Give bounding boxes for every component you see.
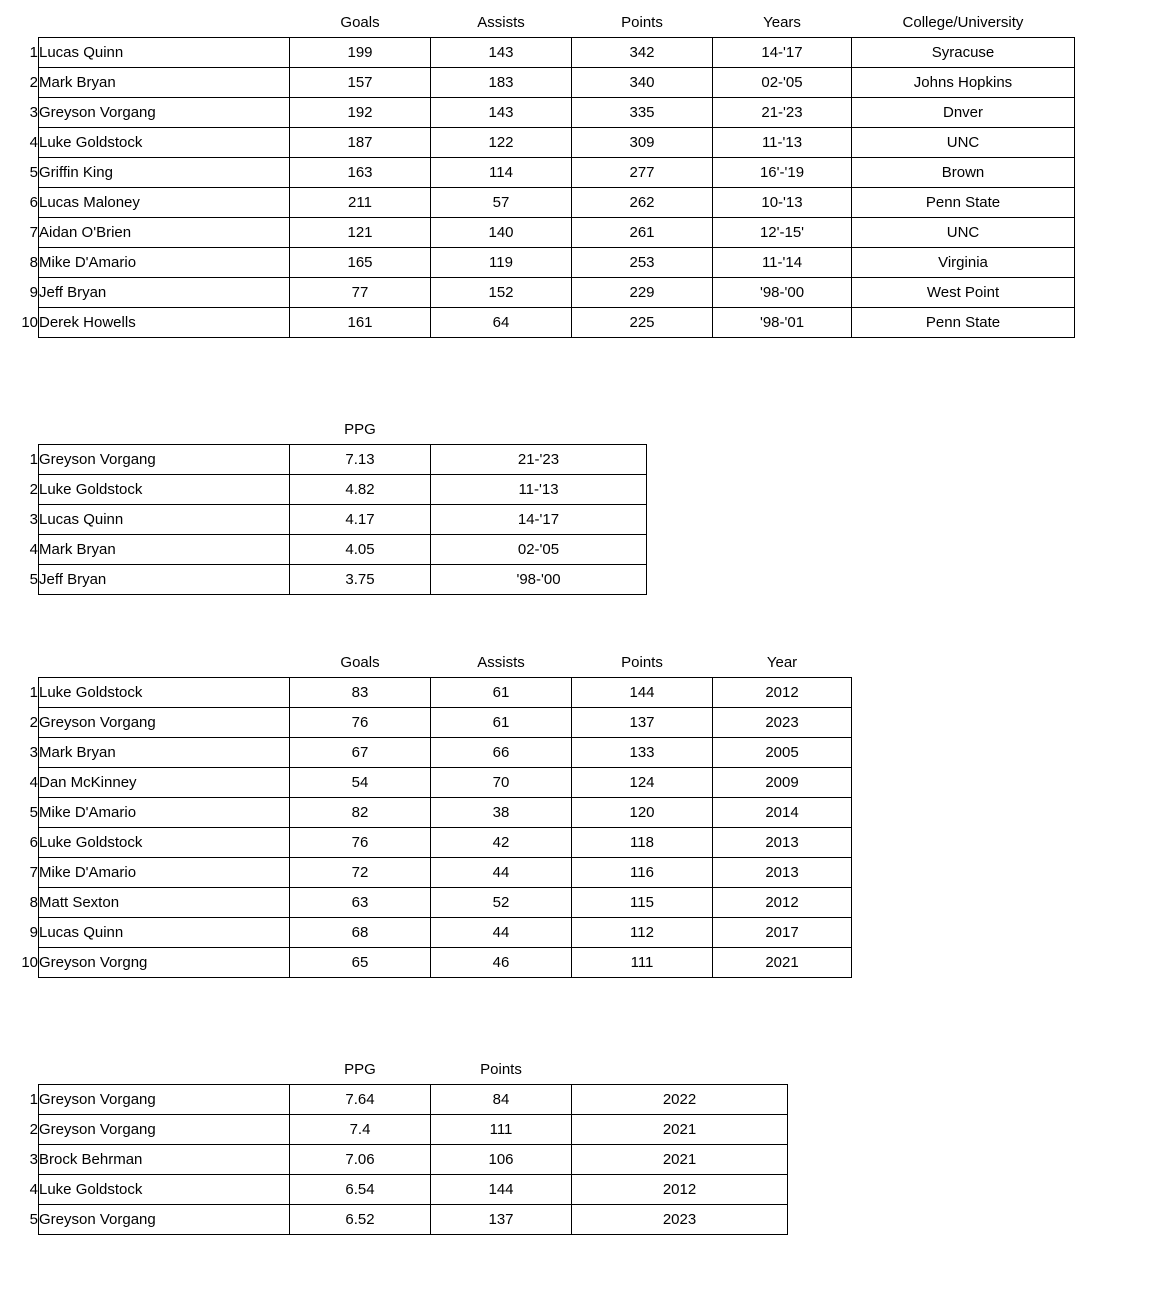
header-year: Year <box>766 654 798 671</box>
row-rank: 4 <box>29 774 38 791</box>
cell-player: Mark Bryan <box>39 535 290 565</box>
cell-years: 16'-'19 <box>713 158 852 188</box>
table-row <box>8 738 852 768</box>
cell-assists: 119 <box>431 248 572 278</box>
cell-points: 84 <box>431 1085 572 1115</box>
career-points-table <box>8 8 1075 338</box>
cell-year: 2021 <box>713 948 852 978</box>
cell-year: 2021 <box>572 1145 788 1175</box>
cell-assists: 44 <box>431 858 572 888</box>
cell-ppg: 4.17 <box>290 505 431 535</box>
cell-assists: 61 <box>431 708 572 738</box>
table-header-row <box>8 8 1075 38</box>
cell-player: Luke Goldstock <box>39 475 290 505</box>
cell-player: Lucas Quinn <box>39 918 290 948</box>
cell-goals: 77 <box>290 278 431 308</box>
cell-years: 21-'23 <box>713 98 852 128</box>
cell-player: Greyson Vorgng <box>39 948 290 978</box>
table-row <box>8 158 1075 188</box>
cell-assists: 114 <box>431 158 572 188</box>
cell-points: 133 <box>572 738 713 768</box>
cell-ppg: 7.4 <box>290 1115 431 1145</box>
row-rank: 7 <box>29 864 38 881</box>
cell-points: 111 <box>431 1115 572 1145</box>
table-row <box>8 565 647 595</box>
cell-player: Lucas Quinn <box>39 38 290 68</box>
career-points-table-block <box>8 8 1075 338</box>
season-points-table-block <box>8 648 852 978</box>
row-rank: 3 <box>29 1151 38 1168</box>
cell-points: 309 <box>572 128 713 158</box>
season-ppg-table-block <box>8 1055 788 1235</box>
cell-points: 144 <box>431 1175 572 1205</box>
cell-goals: 83 <box>290 678 431 708</box>
cell-points: 229 <box>572 278 713 308</box>
cell-player: Mark Bryan <box>39 738 290 768</box>
cell-year: 2022 <box>572 1085 788 1115</box>
cell-player: Greyson Vorgang <box>39 98 290 128</box>
table-row <box>8 708 852 738</box>
row-rank: 9 <box>29 924 38 941</box>
cell-ppg: 6.54 <box>290 1175 431 1205</box>
cell-player: Mike D'Amario <box>39 858 290 888</box>
header-rank <box>8 415 39 445</box>
cell-player: Luke Goldstock <box>39 828 290 858</box>
row-rank: 1 <box>29 44 38 61</box>
cell-goals: 161 <box>290 308 431 338</box>
cell-player: Lucas Quinn <box>39 505 290 535</box>
cell-points: 144 <box>572 678 713 708</box>
table-row <box>8 475 647 505</box>
row-rank: 3 <box>29 744 38 761</box>
cell-assists: 66 <box>431 738 572 768</box>
row-rank: 8 <box>29 894 38 911</box>
cell-player: Greyson Vorgang <box>39 445 290 475</box>
cell-points: 253 <box>572 248 713 278</box>
cell-year: 2021 <box>572 1115 788 1145</box>
cell-goals: 68 <box>290 918 431 948</box>
cell-years: 11-'13 <box>431 475 647 505</box>
header-assists: Assists <box>477 14 525 31</box>
row-rank: 6 <box>29 834 38 851</box>
cell-year: 2005 <box>713 738 852 768</box>
cell-year: 2012 <box>713 888 852 918</box>
row-rank: 8 <box>29 254 38 271</box>
row-rank: 2 <box>29 74 38 91</box>
cell-college: Virginia <box>852 248 1075 278</box>
cell-points: 124 <box>572 768 713 798</box>
table-row <box>8 1205 788 1235</box>
cell-goals: 67 <box>290 738 431 768</box>
cell-years: 11-'14 <box>713 248 852 278</box>
table-row <box>8 918 852 948</box>
header-player <box>39 8 290 38</box>
row-rank: 1 <box>29 1091 38 1108</box>
cell-assists: 64 <box>431 308 572 338</box>
row-rank: 4 <box>29 541 38 558</box>
cell-player: Brock Behrman <box>39 1145 290 1175</box>
cell-assists: 44 <box>431 918 572 948</box>
cell-player: Mark Bryan <box>39 68 290 98</box>
row-rank: 10 <box>21 954 38 971</box>
cell-assists: 183 <box>431 68 572 98</box>
cell-goals: 76 <box>290 708 431 738</box>
cell-college: Dnver <box>852 98 1075 128</box>
row-rank: 10 <box>21 314 38 331</box>
cell-years: '98-'00 <box>713 278 852 308</box>
cell-points: 225 <box>572 308 713 338</box>
table-header-row <box>8 415 647 445</box>
cell-goals: 72 <box>290 858 431 888</box>
header-years: Years <box>763 14 801 31</box>
cell-year: 2014 <box>713 798 852 828</box>
table-row <box>8 828 852 858</box>
cell-player: Luke Goldstock <box>39 678 290 708</box>
cell-points: 342 <box>572 38 713 68</box>
cell-years: '98-'01 <box>713 308 852 338</box>
cell-years: 10-'13 <box>713 188 852 218</box>
cell-years: 02-'05 <box>431 535 647 565</box>
cell-year: 2012 <box>713 678 852 708</box>
career-ppg-table-block <box>8 415 647 595</box>
cell-points: 106 <box>431 1145 572 1175</box>
table-row <box>8 38 1075 68</box>
row-rank: 2 <box>29 714 38 731</box>
cell-player: Lucas Maloney <box>39 188 290 218</box>
table-row <box>8 1145 788 1175</box>
cell-years: 14-'17 <box>431 505 647 535</box>
cell-assists: 152 <box>431 278 572 308</box>
row-rank: 9 <box>29 284 38 301</box>
cell-player: Greyson Vorgang <box>39 708 290 738</box>
cell-assists: 57 <box>431 188 572 218</box>
table-row <box>8 768 852 798</box>
row-rank: 2 <box>29 1121 38 1138</box>
table-header-row <box>8 1055 788 1085</box>
cell-points: 137 <box>572 708 713 738</box>
table-row <box>8 505 647 535</box>
row-rank: 5 <box>29 571 38 588</box>
header-goals: Goals <box>340 14 380 31</box>
table-row <box>8 678 852 708</box>
cell-player: Jeff Bryan <box>39 278 290 308</box>
header-player <box>39 1055 290 1085</box>
cell-college: Johns Hopkins <box>852 68 1075 98</box>
cell-player: Derek Howells <box>39 308 290 338</box>
cell-college: West Point <box>852 278 1075 308</box>
season-points-table <box>8 648 852 978</box>
cell-points: 111 <box>572 948 713 978</box>
header-ppg: PPG <box>344 421 376 438</box>
cell-year: 2023 <box>572 1205 788 1235</box>
cell-year: 2017 <box>713 918 852 948</box>
cell-assists: 38 <box>431 798 572 828</box>
season-ppg-table <box>8 1055 788 1235</box>
cell-ppg: 7.13 <box>290 445 431 475</box>
cell-player: Griffin King <box>39 158 290 188</box>
cell-points: 112 <box>572 918 713 948</box>
cell-goals: 65 <box>290 948 431 978</box>
cell-goals: 157 <box>290 68 431 98</box>
row-rank: 6 <box>29 194 38 211</box>
cell-years: 14-'17 <box>713 38 852 68</box>
row-rank: 3 <box>29 104 38 121</box>
cell-college: UNC <box>852 128 1075 158</box>
table-row <box>8 1115 788 1145</box>
cell-years: '98-'00 <box>431 565 647 595</box>
cell-years: 12'-15' <box>713 218 852 248</box>
header-player <box>39 415 290 445</box>
row-rank: 5 <box>29 164 38 181</box>
cell-points: 118 <box>572 828 713 858</box>
header-college: College/University <box>902 14 1024 31</box>
cell-assists: 143 <box>431 38 572 68</box>
cell-goals: 82 <box>290 798 431 828</box>
cell-goals: 187 <box>290 128 431 158</box>
table-row <box>8 98 1075 128</box>
cell-goals: 211 <box>290 188 431 218</box>
cell-year: 2013 <box>713 858 852 888</box>
header-ppg: PPG <box>344 1061 376 1078</box>
cell-assists: 52 <box>431 888 572 918</box>
cell-points: 120 <box>572 798 713 828</box>
row-rank: 3 <box>29 511 38 528</box>
cell-years: 11-'13 <box>713 128 852 158</box>
cell-college: UNC <box>852 218 1075 248</box>
cell-college: Syracuse <box>852 38 1075 68</box>
cell-ppg: 6.52 <box>290 1205 431 1235</box>
header-assists: Assists <box>477 654 525 671</box>
header-rank <box>8 648 39 678</box>
cell-years: 02-'05 <box>713 68 852 98</box>
cell-points: 115 <box>572 888 713 918</box>
cell-assists: 122 <box>431 128 572 158</box>
cell-points: 116 <box>572 858 713 888</box>
table-row <box>8 1175 788 1205</box>
row-rank: 5 <box>29 804 38 821</box>
header-year <box>572 1055 788 1085</box>
cell-year: 2013 <box>713 828 852 858</box>
cell-player: Greyson Vorgang <box>39 1205 290 1235</box>
header-rank <box>8 8 39 38</box>
row-rank: 1 <box>29 451 38 468</box>
cell-college: Penn State <box>852 188 1075 218</box>
table-row <box>8 445 647 475</box>
cell-assists: 140 <box>431 218 572 248</box>
cell-points: 137 <box>431 1205 572 1235</box>
cell-ppg: 4.05 <box>290 535 431 565</box>
cell-goals: 76 <box>290 828 431 858</box>
cell-player: Greyson Vorgang <box>39 1115 290 1145</box>
cell-points: 335 <box>572 98 713 128</box>
table-header-row <box>8 648 852 678</box>
header-years <box>431 415 647 445</box>
cell-ppg: 4.82 <box>290 475 431 505</box>
row-rank: 5 <box>29 1211 38 1228</box>
cell-year: 2012 <box>572 1175 788 1205</box>
table-row <box>8 1085 788 1115</box>
header-points: Points <box>621 14 663 31</box>
cell-points: 262 <box>572 188 713 218</box>
row-rank: 2 <box>29 481 38 498</box>
cell-goals: 63 <box>290 888 431 918</box>
cell-player: Luke Goldstock <box>39 1175 290 1205</box>
header-rank <box>8 1055 39 1085</box>
header-points: Points <box>621 654 663 671</box>
table-row <box>8 535 647 565</box>
header-player <box>39 648 290 678</box>
header-goals: Goals <box>340 654 380 671</box>
row-rank: 7 <box>29 224 38 241</box>
cell-college: Penn State <box>852 308 1075 338</box>
cell-assists: 46 <box>431 948 572 978</box>
cell-goals: 54 <box>290 768 431 798</box>
cell-player: Luke Goldstock <box>39 128 290 158</box>
cell-college: Brown <box>852 158 1075 188</box>
cell-points: 277 <box>572 158 713 188</box>
table-row <box>8 948 852 978</box>
cell-ppg: 7.06 <box>290 1145 431 1175</box>
cell-player: Mike D'Amario <box>39 798 290 828</box>
cell-goals: 192 <box>290 98 431 128</box>
table-row <box>8 888 852 918</box>
cell-goals: 199 <box>290 38 431 68</box>
career-ppg-table <box>8 415 647 595</box>
cell-player: Mike D'Amario <box>39 248 290 278</box>
cell-ppg: 7.64 <box>290 1085 431 1115</box>
cell-assists: 143 <box>431 98 572 128</box>
cell-player: Aidan O'Brien <box>39 218 290 248</box>
row-rank: 1 <box>29 684 38 701</box>
cell-years: 21-'23 <box>431 445 647 475</box>
cell-player: Matt Sexton <box>39 888 290 918</box>
cell-year: 2009 <box>713 768 852 798</box>
table-row <box>8 68 1075 98</box>
cell-year: 2023 <box>713 708 852 738</box>
table-row <box>8 128 1075 158</box>
header-points: Points <box>480 1061 522 1078</box>
cell-ppg: 3.75 <box>290 565 431 595</box>
table-row <box>8 188 1075 218</box>
table-row <box>8 308 1075 338</box>
cell-player: Jeff Bryan <box>39 565 290 595</box>
row-rank: 4 <box>29 134 38 151</box>
cell-goals: 121 <box>290 218 431 248</box>
cell-assists: 42 <box>431 828 572 858</box>
table-row <box>8 218 1075 248</box>
table-row <box>8 798 852 828</box>
cell-player: Dan McKinney <box>39 768 290 798</box>
cell-player: Greyson Vorgang <box>39 1085 290 1115</box>
cell-assists: 70 <box>431 768 572 798</box>
cell-goals: 165 <box>290 248 431 278</box>
cell-points: 261 <box>572 218 713 248</box>
table-row <box>8 278 1075 308</box>
cell-points: 340 <box>572 68 713 98</box>
cell-goals: 163 <box>290 158 431 188</box>
row-rank: 4 <box>29 1181 38 1198</box>
cell-assists: 61 <box>431 678 572 708</box>
table-row <box>8 858 852 888</box>
table-row <box>8 248 1075 278</box>
